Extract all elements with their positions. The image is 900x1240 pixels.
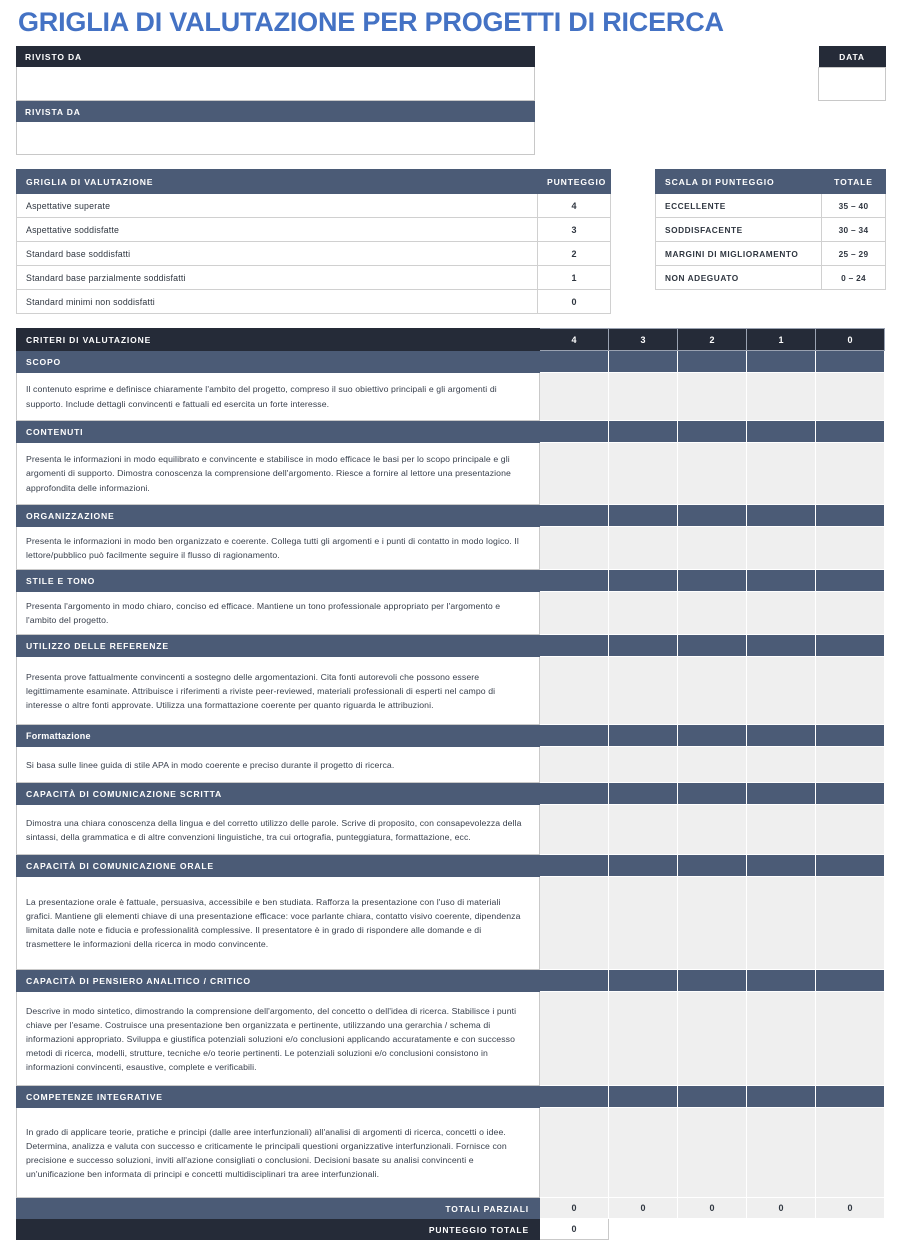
score-checkbox-cell-1[interactable] <box>747 747 816 783</box>
criteria-description: Presenta prove fattualmente convincenti a sostegno delle argomentazioni. Cita fonti autorevoli che possono essere legittimamente esaminate. Attribuisce i riferimenti a riviste peer-reviewed, materiali professionali di esperti nel campo di interesse o altre fonti approvate. Utilizza una formattazione coerente per quanto riguarda le attribuzioni. <box>17 657 540 725</box>
criteria-section-header-spacer <box>540 505 609 527</box>
criteria-section-header-row <box>17 351 885 373</box>
criteria-section-header-spacer <box>609 855 678 877</box>
score-checkbox-cell-4[interactable] <box>540 747 609 783</box>
criteria-section-header-spacer <box>747 421 816 443</box>
score-checkbox-cell-1[interactable] <box>747 805 816 855</box>
criteria-section-header-spacer <box>609 1086 678 1108</box>
score-checkbox-cell-3[interactable] <box>609 805 678 855</box>
criteria-section-header-spacer <box>816 970 885 992</box>
date-table <box>818 46 886 101</box>
criteria-section-title: CAPACITÀ DI PENSIERO ANALITICO / CRITICO <box>17 970 540 992</box>
total-row-empty-cell <box>678 1219 747 1240</box>
criteria-section-header-row <box>17 570 885 592</box>
subtotal-value-4: 0 <box>540 1198 609 1219</box>
criteria-section-header-spacer <box>609 783 678 805</box>
score-checkbox-cell-3[interactable] <box>609 657 678 725</box>
criteria-section-title: CONTENUTI <box>17 421 540 443</box>
journal-header-table <box>16 101 535 122</box>
criteria-section-header-spacer <box>540 1086 609 1108</box>
score-checkbox-cell-0[interactable] <box>816 443 885 505</box>
score-checkbox-cell-2[interactable] <box>678 527 747 570</box>
score-checkbox-cell-2[interactable] <box>678 657 747 725</box>
score-checkbox-cell-3[interactable] <box>609 443 678 505</box>
score-checkbox-cell-4[interactable] <box>540 992 609 1086</box>
score-column-header-3: 3 <box>609 329 678 351</box>
score-checkbox-cell-3[interactable] <box>609 527 678 570</box>
total-row-empty-cell <box>609 1219 678 1240</box>
scale-key-range: 35 – 40 <box>822 194 886 218</box>
grid-key-desc: Standard base soddisfatti <box>17 242 538 266</box>
criteria-section-header-spacer <box>609 505 678 527</box>
score-checkbox-cell-1[interactable] <box>747 527 816 570</box>
reviewer-fields <box>16 46 535 155</box>
table-row <box>17 805 885 855</box>
criteria-section-header-spacer <box>540 970 609 992</box>
table-row <box>17 218 611 242</box>
criteria-description: Descrive in modo sintetico, dimostrando la comprensione dell'argomento, del concetto o dell'idea di ricerca. Stabilisce i punti chiave per l'esame. Costruisce una presentazione ben organizzata e pertinente, utilizzando una gerarchia / schema di informazioni appropriato. Sviluppa e giustifica potenziali soluzioni e/o conclusioni applicando accuratamente e con successo metodi di ricerca, modelli, strutture, tecniche e/o teorie pertinenti. Le potenziali soluzioni e/o conclusioni consistono in informazioni convincenti, esaustive, complete e verificabili. <box>17 992 540 1086</box>
criteria-header-label: CRITERI DI VALUTAZIONE <box>17 329 540 351</box>
table-row <box>656 266 886 290</box>
criteria-section-header-row <box>17 635 885 657</box>
criteria-section-header-spacer <box>540 855 609 877</box>
criteria-description: Si basa sulle linee guida di stile APA in modo coerente e preciso durante il progetto di ricerca. <box>17 747 540 783</box>
score-checkbox-cell-1[interactable] <box>747 443 816 505</box>
criteria-description: Presenta le informazioni in modo ben organizzato e coerente. Collega tutti gli argomenti e i punti di contatto in modo logico. Il lettore/pubblico può facilmente seguire il flusso di ragionamento. <box>17 527 540 570</box>
score-checkbox-cell-2[interactable] <box>678 992 747 1086</box>
subtotal-value-0: 0 <box>816 1198 885 1219</box>
criteria-section-header-spacer <box>540 570 609 592</box>
criteria-section-header-spacer <box>540 725 609 747</box>
score-checkbox-cell-3[interactable] <box>609 992 678 1086</box>
scale-key-name: MARGINI DI MIGLIORAMENTO <box>656 242 822 266</box>
criteria-section-header-row <box>17 505 885 527</box>
grid-key-header-desc: GRIGLIA DI VALUTAZIONE <box>17 170 538 194</box>
table-row <box>17 592 885 635</box>
criteria-section-header-spacer <box>609 421 678 443</box>
reviewed-by-header-table <box>16 46 535 67</box>
criteria-description: Il contenuto esprime e definisce chiaramente l'ambito del progetto, compreso il suo obiettivo principali e gli argomenti di supporto. Include dettagli convincenti e fattuali ed esercita un forte interesse. <box>17 373 540 421</box>
criteria-section-header-spacer <box>678 635 747 657</box>
criteria-section-header-spacer <box>747 570 816 592</box>
criteria-section-header-spacer <box>678 1086 747 1108</box>
subtotal-row <box>17 1198 885 1219</box>
total-row <box>17 1219 885 1240</box>
table-row <box>17 877 885 970</box>
criteria-section-header-spacer <box>678 855 747 877</box>
criteria-section-header-spacer <box>816 725 885 747</box>
table-row <box>656 242 886 266</box>
score-checkbox-cell-2[interactable] <box>678 877 747 970</box>
criteria-section-title: UTILIZZO DELLE REFERENZE <box>17 635 540 657</box>
score-column-header-0: 0 <box>816 329 885 351</box>
criteria-section-header-row <box>17 855 885 877</box>
criteria-section-header-spacer <box>747 725 816 747</box>
criteria-description: Dimostra una chiara conoscenza della lingua e del corretto utilizzo delle parole. Scrive di proposito, con consapevolezza della sintassi, della grammatica e di altre convenzioni linguistiche, tra cui ortografia, punteggiatura, formattazione, ecc. <box>17 805 540 855</box>
grid-key-desc: Aspettative superate <box>17 194 538 218</box>
score-checkbox-cell-0[interactable] <box>816 877 885 970</box>
scale-key-name: NON ADEGUATO <box>656 266 822 290</box>
journal-label: RIVISTA DA <box>16 101 535 122</box>
criteria-section-header-row <box>17 421 885 443</box>
journal-input-table <box>16 122 535 156</box>
criteria-section-header-spacer <box>678 783 747 805</box>
table-row <box>17 747 885 783</box>
subtotal-value-1: 0 <box>747 1198 816 1219</box>
score-checkbox-cell-1[interactable] <box>747 592 816 635</box>
score-checkbox-cell-4[interactable] <box>540 373 609 421</box>
criteria-section-title: Formattazione <box>17 725 540 747</box>
criteria-description: Presenta l'argomento in modo chiaro, conciso ed efficace. Mantiene un tono professionale appropriato per l'argomento e l'ambito del progetto. <box>17 592 540 635</box>
review-header-block <box>16 46 886 155</box>
criteria-section-header-spacer <box>678 570 747 592</box>
criteria-section-header-spacer <box>816 351 885 373</box>
table-row <box>17 290 611 314</box>
score-checkbox-cell-0[interactable] <box>816 373 885 421</box>
score-checkbox-cell-0[interactable] <box>816 657 885 725</box>
criteria-section-header-spacer <box>609 351 678 373</box>
table-row <box>17 992 885 1086</box>
score-checkbox-cell-4[interactable] <box>540 527 609 570</box>
criteria-section-header-spacer <box>678 725 747 747</box>
criteria-section-header-row <box>17 725 885 747</box>
table-row <box>17 527 885 570</box>
criteria-table-body <box>17 351 885 1198</box>
criteria-section-header-spacer <box>678 421 747 443</box>
grid-key-score: 2 <box>538 242 611 266</box>
criteria-section-header-spacer <box>747 635 816 657</box>
grid-key-body <box>17 194 611 314</box>
grid-key-score: 4 <box>538 194 611 218</box>
reviewed-by-label: RIVISTO DA <box>16 46 535 67</box>
score-checkbox-cell-2[interactable] <box>678 1108 747 1198</box>
reviewed-by-input-table <box>16 67 535 101</box>
score-checkbox-cell-4[interactable] <box>540 657 609 725</box>
criteria-section-header-spacer <box>678 970 747 992</box>
criteria-section-header-row <box>17 970 885 992</box>
criteria-section-header-spacer <box>609 725 678 747</box>
score-checkbox-cell-3[interactable] <box>609 373 678 421</box>
criteria-section-header-spacer <box>816 570 885 592</box>
grid-key-score: 0 <box>538 290 611 314</box>
grid-key-desc: Standard base parzialmente soddisfatti <box>17 266 538 290</box>
table-row <box>656 194 886 218</box>
criteria-section-header-spacer <box>540 635 609 657</box>
criteria-section-header-spacer <box>816 635 885 657</box>
criteria-description: Presenta le informazioni in modo equilibrato e convincente e stabilisce in modo efficace le basi per lo scopo principale e gli argomenti di supporto. Dimostra conoscenza la comprensione dell'argomento. Riesce a fornire al lettore una presentazione approfondita delle informazioni. <box>17 443 540 505</box>
criteria-table-foot <box>17 1198 885 1240</box>
criteria-section-header-spacer <box>747 505 816 527</box>
criteria-section-header-spacer <box>816 505 885 527</box>
subtotal-value-2: 0 <box>678 1198 747 1219</box>
score-checkbox-cell-2[interactable] <box>678 373 747 421</box>
criteria-section-header-spacer <box>540 783 609 805</box>
score-checkbox-cell-1[interactable] <box>747 992 816 1086</box>
scoring-key-block <box>16 169 886 314</box>
subtotal-label: TOTALI PARZIALI <box>17 1198 540 1219</box>
criteria-section-header-spacer <box>747 855 816 877</box>
score-checkbox-cell-4[interactable] <box>540 592 609 635</box>
criteria-table <box>16 328 885 1240</box>
score-checkbox-cell-0[interactable] <box>816 805 885 855</box>
criteria-description: In grado di applicare teorie, pratiche e principi (dalle aree interfunzionali) all'analisi di argomenti di ricerca, concetti o idee. Determina, analizza e valuta con successo e criticamente le principali questioni organizzative interfunzionali. Fornisce con precisione e successo soluzioni, inviti all'azione consigliati o conclusioni. Decisioni basate su analisi convincenti e un'unificazione ben informata di principi e concetti multidisciplinari tra aree interfunzionali. <box>17 1108 540 1198</box>
scale-key-range: 30 – 34 <box>822 218 886 242</box>
table-row <box>17 373 885 421</box>
scale-key-name: SODDISFACENTE <box>656 218 822 242</box>
score-checkbox-cell-1[interactable] <box>747 657 816 725</box>
score-checkbox-cell-1[interactable] <box>747 1108 816 1198</box>
criteria-section-header-spacer <box>747 970 816 992</box>
criteria-section-title: STILE E TONO <box>17 570 540 592</box>
criteria-section-title: COMPETENZE INTEGRATIVE <box>17 1086 540 1108</box>
score-checkbox-cell-4[interactable] <box>540 443 609 505</box>
score-checkbox-cell-2[interactable] <box>678 747 747 783</box>
table-row <box>656 218 886 242</box>
table-row <box>17 242 611 266</box>
score-checkbox-cell-3[interactable] <box>609 592 678 635</box>
criteria-section-header-spacer <box>609 635 678 657</box>
score-checkbox-cell-4[interactable] <box>540 1108 609 1198</box>
table-row <box>17 1108 885 1198</box>
criteria-section-header-row <box>17 1086 885 1108</box>
table-row <box>17 657 885 725</box>
grid-key-table <box>16 169 611 314</box>
criteria-description: La presentazione orale è fattuale, persuasiva, accessibile e ben studiata. Rafforza la presentazione con l'uso di materiali grafici. Mantiene gli elementi chiave di una presentazione efficace: voce parlante chiara, contatto visivo coerente, dipendenza limitata dalle note e fiducia e professionalità complessive. Il presentatore è in grado di rispondere alle domande e di trasmettere le informazioni della ricerca in modo convincente. <box>17 877 540 970</box>
criteria-section-header-spacer <box>678 351 747 373</box>
scale-key-table <box>655 169 886 290</box>
date-field-block <box>818 46 886 101</box>
scale-key-name: ECCELLENTE <box>656 194 822 218</box>
total-row-empty-cell <box>816 1219 885 1240</box>
criteria-section-header-spacer <box>609 970 678 992</box>
criteria-section-title: SCOPO <box>17 351 540 373</box>
criteria-section-header-spacer <box>816 783 885 805</box>
score-checkbox-cell-0[interactable] <box>816 992 885 1086</box>
score-checkbox-cell-0[interactable] <box>816 592 885 635</box>
criteria-section-title: CAPACITÀ DI COMUNICAZIONE ORALE <box>17 855 540 877</box>
criteria-section-header-spacer <box>540 351 609 373</box>
criteria-section-header-spacer <box>747 783 816 805</box>
score-checkbox-cell-4[interactable] <box>540 805 609 855</box>
criteria-section-header-spacer <box>816 1086 885 1108</box>
score-checkbox-cell-0[interactable] <box>816 1108 885 1198</box>
criteria-section-header-spacer <box>747 351 816 373</box>
criteria-section-header-row <box>17 783 885 805</box>
score-checkbox-cell-0[interactable] <box>816 747 885 783</box>
date-label: DATA <box>819 46 886 68</box>
criteria-section-title: ORGANIZZAZIONE <box>17 505 540 527</box>
grid-key-desc: Aspettative soddisfatte <box>17 218 538 242</box>
criteria-section-title: CAPACITÀ DI COMUNICAZIONE SCRITTA <box>17 783 540 805</box>
grid-key-score: 3 <box>538 218 611 242</box>
score-column-header-2: 2 <box>678 329 747 351</box>
journal-input[interactable] <box>17 122 535 155</box>
total-label: PUNTEGGIO TOTALE <box>17 1219 540 1240</box>
scale-key-range: 0 – 24 <box>822 266 886 290</box>
total-row-empty-cell <box>747 1219 816 1240</box>
criteria-section-header-spacer <box>678 505 747 527</box>
grid-key-desc: Standard minimi non soddisfatti <box>17 290 538 314</box>
scale-key-range: 25 – 29 <box>822 242 886 266</box>
criteria-section-header-spacer <box>540 421 609 443</box>
criteria-section-header-spacer <box>747 1086 816 1108</box>
date-input[interactable] <box>819 68 886 101</box>
score-checkbox-cell-1[interactable] <box>747 373 816 421</box>
score-checkbox-cell-1[interactable] <box>747 877 816 970</box>
total-value: 0 <box>540 1219 609 1240</box>
reviewed-by-input[interactable] <box>17 67 535 100</box>
scale-key-header-name: SCALA DI PUNTEGGIO <box>656 170 822 194</box>
criteria-table-head <box>17 329 885 351</box>
score-checkbox-cell-3[interactable] <box>609 1108 678 1198</box>
subtotal-value-3: 0 <box>609 1198 678 1219</box>
score-column-header-4: 4 <box>540 329 609 351</box>
grid-key-header-score: PUNTEGGIO <box>538 170 611 194</box>
scale-key-body <box>656 194 886 290</box>
grid-key-score: 1 <box>538 266 611 290</box>
criteria-section-header-spacer <box>816 855 885 877</box>
score-column-header-1: 1 <box>747 329 816 351</box>
score-checkbox-cell-0[interactable] <box>816 527 885 570</box>
table-row <box>17 194 611 218</box>
scale-key-header-total: TOTALE <box>822 170 886 194</box>
score-checkbox-cell-2[interactable] <box>678 592 747 635</box>
table-row <box>17 443 885 505</box>
score-checkbox-cell-3[interactable] <box>609 747 678 783</box>
score-checkbox-cell-4[interactable] <box>540 877 609 970</box>
page-title: GRIGLIA DI VALUTAZIONE PER PROGETTI DI RICERCA <box>18 7 724 37</box>
table-row <box>17 266 611 290</box>
score-checkbox-cell-3[interactable] <box>609 877 678 970</box>
score-checkbox-cell-2[interactable] <box>678 443 747 505</box>
criteria-section-header-spacer <box>816 421 885 443</box>
criteria-section-header-spacer <box>609 570 678 592</box>
score-checkbox-cell-2[interactable] <box>678 805 747 855</box>
